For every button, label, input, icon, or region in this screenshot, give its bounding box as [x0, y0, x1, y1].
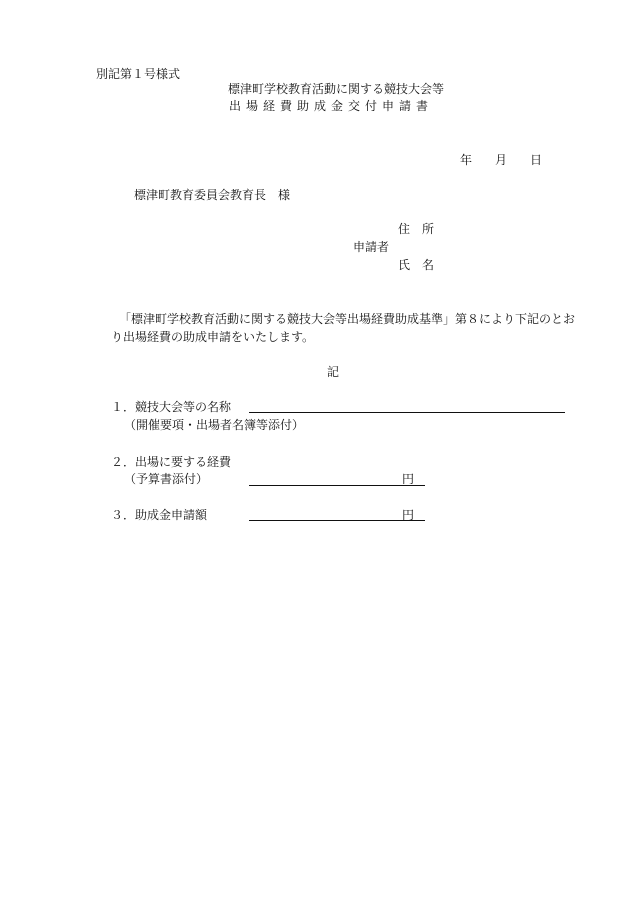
form-number: 別記第１号様式	[96, 67, 181, 81]
item-number: １．	[111, 400, 136, 414]
applicant-group-label: 申請者	[353, 240, 390, 254]
item-label-subsidy-amount: 助成金申請額	[135, 508, 208, 522]
item-label-event-name: 競技大会等の名称	[135, 400, 232, 414]
yen-unit-subsidy-amount: 円	[402, 508, 415, 522]
body-text-line1: 「標津町学校教育活動に関する競技大会等出場経費助成基準」第８により下記のとお	[119, 312, 576, 326]
item-number: ２．	[111, 455, 136, 469]
date-day-label: 日	[530, 153, 543, 167]
ki-heading: 記	[327, 365, 340, 379]
fill-line-event-name	[249, 412, 565, 413]
body-text-line2: り出場経費の助成申請をいたします。	[111, 330, 315, 344]
item-label-expenses: 出場に要する経費	[135, 455, 232, 469]
date-month-label: 月	[495, 153, 508, 167]
item-note-expenses: （予算書添付）	[124, 472, 209, 486]
applicant-name-label: 氏 名	[398, 258, 435, 272]
date-year-label: 年	[460, 153, 473, 167]
document-title-line1: 標津町学校教育活動に関する競技大会等	[228, 82, 445, 96]
item-number: ３．	[111, 508, 136, 522]
item-note-event-name: （開催要項・出場者名簿等添付）	[124, 418, 305, 432]
applicant-address-label: 住 所	[398, 222, 435, 236]
document-title-line2: 出場経費助成金交付申請書	[229, 99, 434, 113]
yen-unit-expenses: 円	[402, 472, 415, 486]
fill-line-expenses	[249, 485, 425, 486]
addressee: 標津町教育委員会教育長 様	[134, 188, 291, 202]
fill-line-subsidy-amount	[249, 520, 425, 521]
